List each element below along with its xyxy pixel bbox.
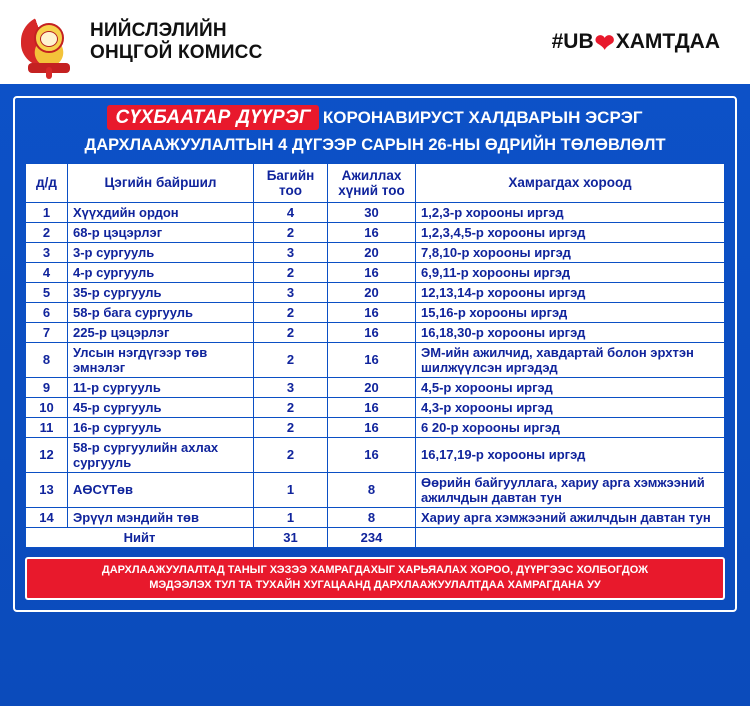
cell-location: 11-р сургууль [68,377,254,397]
cell-teams: 2 [254,397,328,417]
cell-khoroo: 7,8,10-р хорооны иргэд [416,242,725,262]
cell-total-khoroo [416,527,725,547]
cell-location: АӨСҮТөв [68,472,254,507]
cell-staff: 8 [328,472,416,507]
table-total-row [26,527,725,547]
table-row [26,377,725,397]
table-row [26,282,725,302]
heart-icon: ❤ [594,29,615,57]
cell-index: 4 [26,262,68,282]
cell-total-label: Нийт [26,527,254,547]
column-header-teams: Багийн тоо [254,163,328,202]
column-header-khoroo: Хамрагдах хороод [416,163,725,202]
cell-staff: 20 [328,377,416,397]
cell-staff: 20 [328,282,416,302]
cell-teams: 2 [254,322,328,342]
table-row [26,242,725,262]
cell-staff: 16 [328,302,416,322]
cell-location: Улсын нэгдүгээр төв эмнэлэг [68,342,254,377]
cell-khoroo: 6,9,11-р хорооны иргэд [416,262,725,282]
organization-name-line2: ОНЦГОЙ КОМИСС [90,42,263,63]
cell-location: 3-р сургууль [68,242,254,262]
cell-khoroo: 4,5-р хорооны иргэд [416,377,725,397]
cell-staff: 16 [328,397,416,417]
table-header-row [26,163,725,202]
title-line-2: ДАРХЛААЖУУЛАЛТЫН 4 ДҮГЭЭР САРЫН 26-НЫ ӨДРИЙН ТӨЛӨВЛӨЛТ [84,135,666,154]
cell-location: 58-р сургуулийн ахлах сургууль [68,437,254,472]
cell-total-staff: 234 [328,527,416,547]
table-row [26,322,725,342]
poster-body [0,84,750,622]
cell-staff: 16 [328,262,416,282]
table-row [26,437,725,472]
cell-khoroo: 1,2,3-р хорооны иргэд [416,202,725,222]
cell-khoroo: 12,13,14-р хорооны иргэд [416,282,725,302]
cell-index: 6 [26,302,68,322]
cell-teams: 2 [254,262,328,282]
cell-teams: 2 [254,417,328,437]
cell-location: 45-р сургууль [68,397,254,417]
cell-staff: 16 [328,322,416,342]
title-line-1-rest: КОРОНАВИРУСТ ХАЛДВАРЫН ЭСРЭГ [322,108,643,127]
cell-location: Хүүхдийн ордон [68,202,254,222]
table-row [26,472,725,507]
cell-location: 35-р сургууль [68,282,254,302]
cell-location: 68-р цэцэрлэг [68,222,254,242]
cell-khoroo: Хариу арга хэмжээний ажилчдын давтан тун [416,507,725,527]
poster-header [0,0,750,84]
cell-location: 4-р сургууль [68,262,254,282]
cell-index: 11 [26,417,68,437]
cell-location: 16-р сургууль [68,417,254,437]
cell-index: 7 [26,322,68,342]
cell-khoroo: 1,2,3,4,5-р хорооны иргэд [416,222,725,242]
cell-index: 5 [26,282,68,302]
cell-teams: 2 [254,342,328,377]
footer-notice-line2: МЭДЭЭЛЭХ ТУЛ ТА ТУХАЙН ХУГАЦААНД ДАРХЛААЖУУЛАЛТДАА ХАМРАГДАНА УУ [149,578,601,591]
cell-staff: 16 [328,437,416,472]
cell-teams: 2 [254,302,328,322]
cell-khoroo: 16,18,30-р хорооны иргэд [416,322,725,342]
footer-notice-line1: ДАРХЛААЖУУЛАЛТАД ТАНЫГ ХЭЗЭЭ ХАМРАГДАХЫГ ХАРЬЯАЛАХ ХОРОО, ДҮҮРГЭЭС ХОЛБОГДОЖ [101,563,649,576]
organization-name [90,20,263,63]
table-row [26,417,725,437]
cell-total-teams: 31 [254,527,328,547]
table-row [26,302,725,322]
content-card [13,96,737,612]
vaccination-schedule-table [25,163,725,548]
column-header-index: д/д [26,163,68,202]
cell-staff: 30 [328,202,416,222]
cell-teams: 2 [254,222,328,242]
cell-teams: 3 [254,242,328,262]
table-row [26,222,725,242]
cell-staff: 16 [328,222,416,242]
cell-khoroo: ЭМ-ийн ажилчид, хавдартай болон эрхтэн шилжүүлсэн иргэдэд [416,342,725,377]
table-row [26,397,725,417]
cell-khoroo: 15,16-р хорооны иргэд [416,302,725,322]
table-row [26,202,725,222]
cell-index: 1 [26,202,68,222]
hashtag-prefix: #UB [551,30,594,53]
cell-index: 2 [26,222,68,242]
cell-index: 8 [26,342,68,377]
cell-index: 13 [26,472,68,507]
district-badge: СҮХБААТАР ДҮҮРЭГ [107,105,318,130]
title-line-1 [25,106,725,130]
cell-khoroo: 6 20-р хорооны иргэд [416,417,725,437]
cell-teams: 4 [254,202,328,222]
cell-teams: 2 [254,437,328,472]
footer-notice [25,557,725,600]
table-body [26,202,725,547]
cell-staff: 16 [328,417,416,437]
column-header-location: Цэгийн байршил [68,163,254,202]
cell-location: Эрүүл мэндийн төв [68,507,254,527]
table-row [26,342,725,377]
cell-location: 58-р бага сургууль [68,302,254,322]
cell-khoroo: Өөрийн байгууллага, хариу арга хэмжээний ажилчдын давтан тун [416,472,725,507]
cell-location: 225-р цэцэрлэг [68,322,254,342]
cell-index: 12 [26,437,68,472]
cell-index: 10 [26,397,68,417]
cell-index: 9 [26,377,68,397]
cell-index: 14 [26,507,68,527]
cell-teams: 3 [254,377,328,397]
mongolian-emblem-icon [18,9,80,75]
cell-teams: 3 [254,282,328,302]
cell-staff: 20 [328,242,416,262]
hashtag-suffix: ХАМТДАА [615,30,720,53]
campaign-hashtag [552,28,736,57]
cell-index: 3 [26,242,68,262]
poster-title [25,106,725,155]
cell-teams: 1 [254,507,328,527]
cell-khoroo: 4,3-р хорооны иргэд [416,397,725,417]
organization-name-line1: НИЙСЛЭЛИЙН [90,20,227,42]
column-header-staff: Ажиллах хүний тоо [328,163,416,202]
cell-staff: 16 [328,342,416,377]
cell-staff: 8 [328,507,416,527]
table-row [26,262,725,282]
table-row [26,507,725,527]
cell-khoroo: 16,17,19-р хорооны иргэд [416,437,725,472]
cell-teams: 1 [254,472,328,507]
